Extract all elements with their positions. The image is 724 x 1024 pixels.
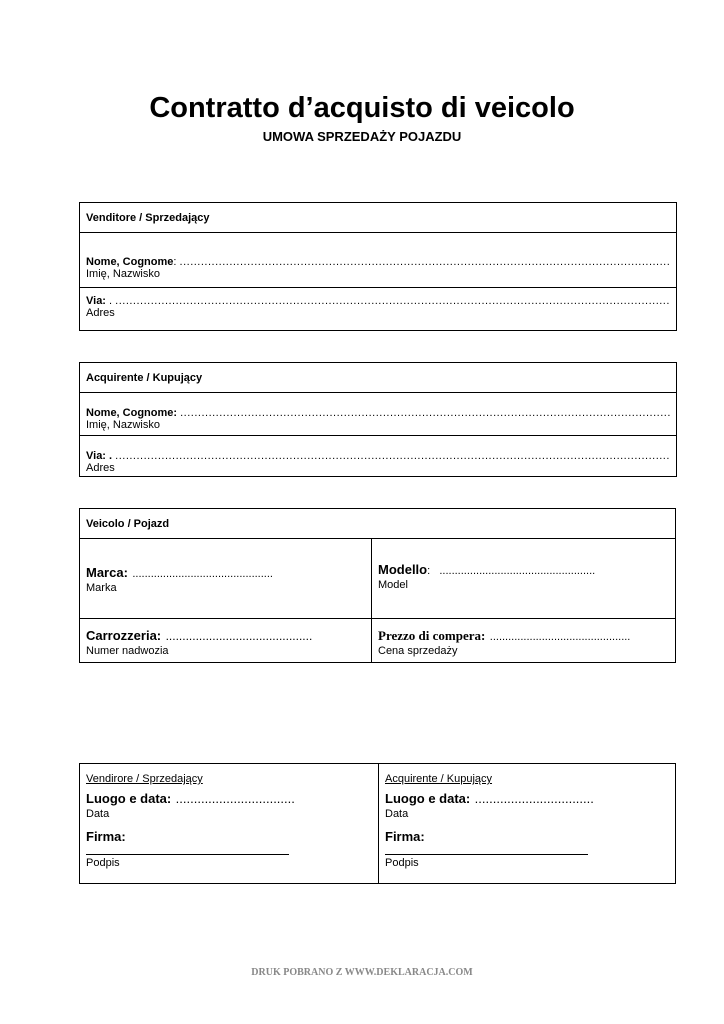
vehicle-make-field[interactable] [80,539,371,618]
buyer-section [79,362,677,477]
vehicle-make-dots: .............................................. [132,568,273,580]
vehicle-model-label: Modello [378,562,428,577]
buyer-address-label: Via: . [86,450,113,462]
vehicle-section [79,508,676,663]
vehicle-body-sublabel: Numer nadwozia [86,645,169,657]
seller-address-label: Via: [86,295,106,307]
buyer-place-date-label: Luogo e data: [385,791,471,806]
buyer-name-field[interactable] [80,392,676,435]
seller-address-dots [115,295,670,307]
seller-header: Venditore / Sprzedający [86,212,210,224]
buyer-name-sublabel: Imię, Nazwisko [86,419,160,431]
vehicle-model-sublabel: Model [378,579,408,591]
buyer-name-dots [180,407,670,419]
vehicle-make-label: Marca: [86,565,128,580]
seller-address-sublabel: Adres [86,307,115,319]
buyer-signature-line[interactable] [385,854,588,855]
seller-place-date-dots[interactable]: ................................. [175,791,295,806]
vehicle-price-sublabel: Cena sprzedaży [378,645,458,657]
vehicle-body-dots: ............................................ [165,629,313,643]
buyer-place-date-dots[interactable]: ................................. [474,791,594,806]
buyer-signature-header: Acquirente / Kupujący [385,773,493,785]
seller-place-date-label: Luogo e data: [86,791,172,806]
buyer-address-sublabel: Adres [86,462,115,474]
seller-name-dots [180,256,670,268]
document-title: Contratto d’acquisto di veicolo [149,92,575,124]
vehicle-body-field[interactable] [80,619,371,663]
seller-sign-sublabel: Podpis [86,857,120,869]
vehicle-model-field[interactable]: Modello: ................................................... Model [371,539,675,618]
vehicle-header: Veicolo / Pojazd [86,518,170,530]
document-subtitle: UMOWA SPRZEDAŻY POJAZDU [262,129,462,144]
seller-address-field[interactable]: Via: . ..... Adres [80,287,676,330]
buyer-sign-sublabel: Podpis [385,857,419,869]
vehicle-model-dots: ................................................... [439,565,596,577]
seller-sign-label: Firma: [86,829,126,844]
seller-signature-line[interactable] [86,854,289,855]
buyer-sign-label: Firma: [385,829,425,844]
seller-name-field[interactable]: Nome, Cognome : ..... Imię, Nazwisko [80,232,676,287]
seller-name-sublabel: Imię, Nazwisko [86,268,160,280]
buyer-address-dots [115,450,670,462]
buyer-signature-block [378,764,675,883]
seller-date-sublabel: Data [86,808,110,820]
seller-signature-block [80,764,378,883]
buyer-date-sublabel: Data [385,808,409,820]
vehicle-price-dots: .............................................. [489,631,631,643]
vehicle-body-label: Carrozzeria: [86,628,162,643]
seller-signature-header: Vendirore / Sprzedający [86,773,203,785]
vehicle-price-label: Prezzo di compera: [378,628,486,643]
seller-name-label: Nome, Cognome [86,256,174,268]
footer-source: DRUK POBRANO Z WWW.DEKLARACJA.COM [251,967,473,978]
buyer-header: Acquirente / Kupujący [86,372,203,384]
signature-section [79,763,676,884]
vehicle-price-field[interactable] [371,619,675,663]
buyer-address-field[interactable] [80,435,676,476]
seller-section [79,202,677,331]
buyer-name-label: Nome, Cognome: [86,407,178,419]
vehicle-make-sublabel: Marka [86,582,117,594]
